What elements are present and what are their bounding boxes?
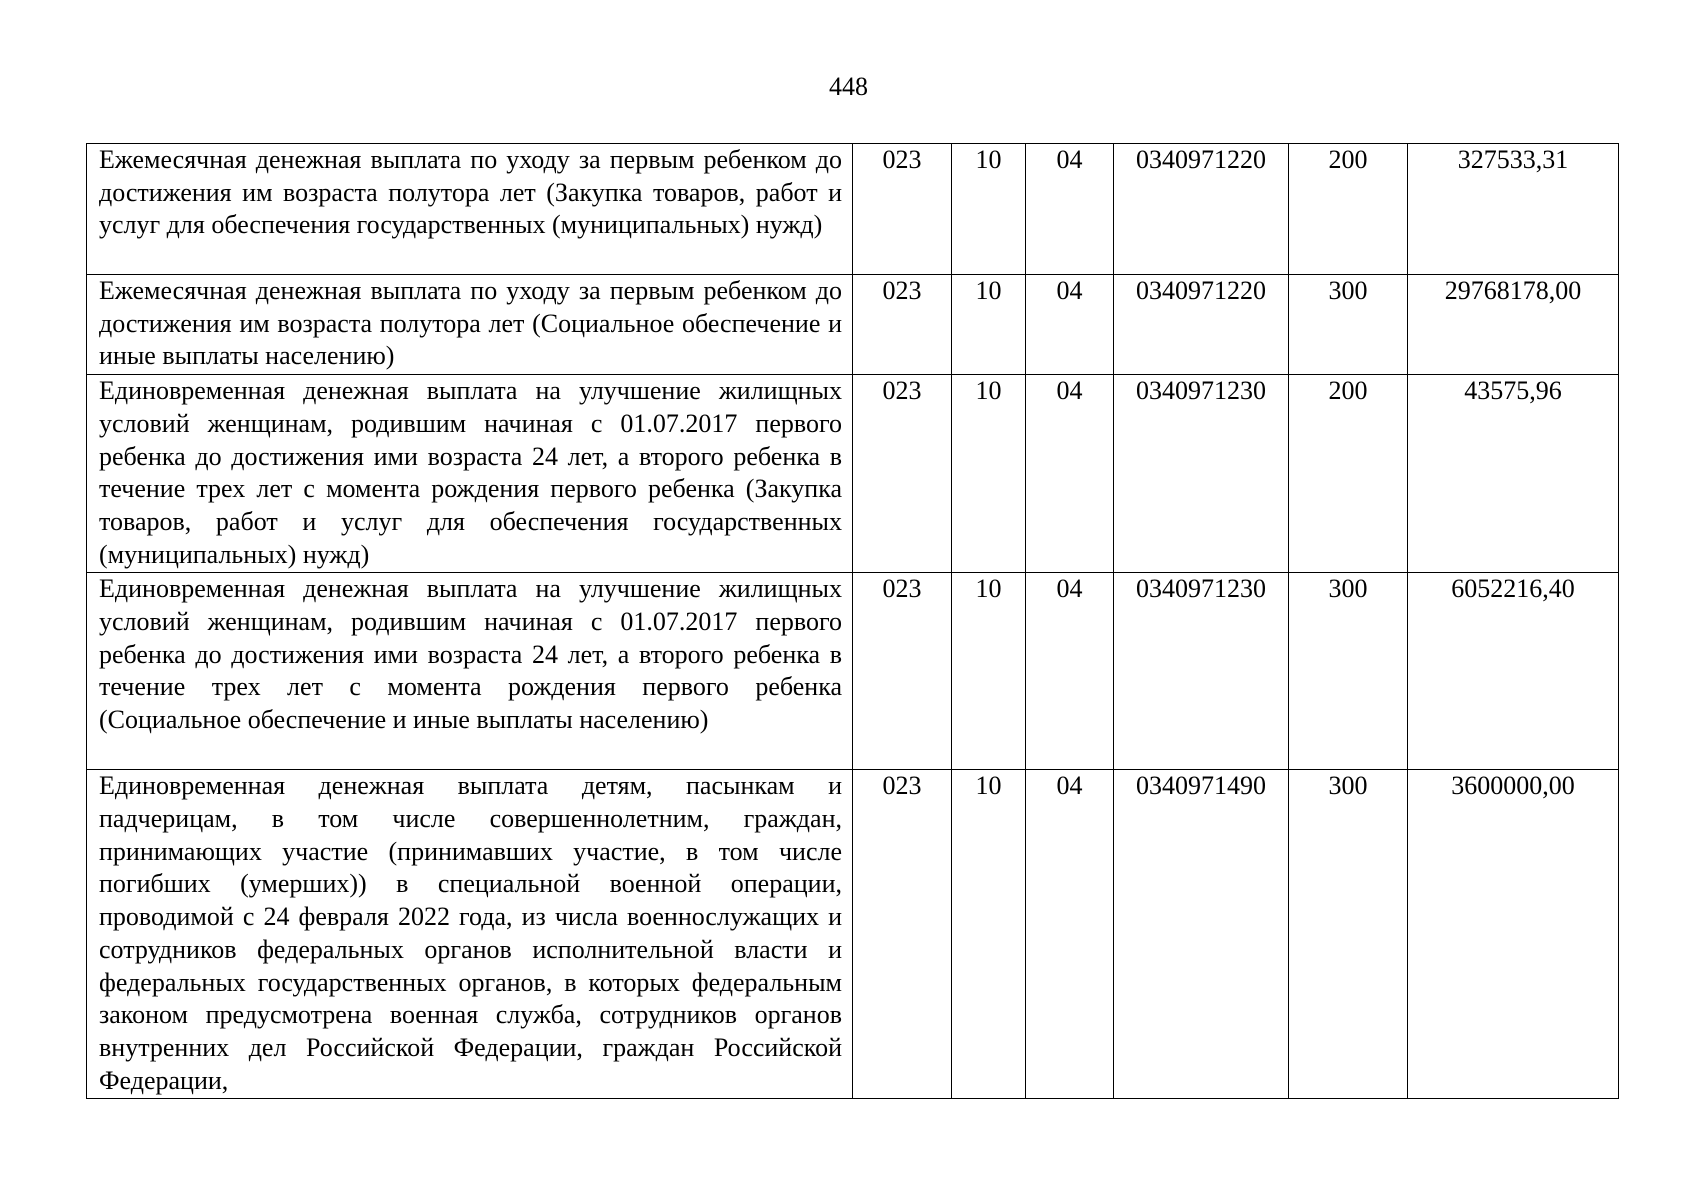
subsection-cell: 04 (1026, 573, 1114, 770)
subsection-cell: 04 (1026, 770, 1114, 1099)
expense-type-cell: 200 (1289, 375, 1408, 573)
section-cell: 10 (952, 770, 1026, 1099)
table-row (87, 144, 1619, 275)
section-cell: 10 (952, 275, 1026, 375)
section-cell: 10 (952, 375, 1026, 573)
table-row (87, 275, 1619, 375)
expense-type-cell: 300 (1289, 275, 1408, 375)
amount-cell: 29768178,00 (1408, 275, 1619, 375)
row-description: Единовременная денежная выплата детям, пасынкам и падчерицам, в том числе совершеннолетним, граждан, принимающих участие (принимавших участие, в том числе погибших (умерших)) в специальной военной операции, проводимой с 24 февраля 2022 года, из числа военнослужащих и сотрудников федеральных органов исполнительной власти и федеральных государственных органов, в которых федеральным законом предусмотрена военная служба, сотрудников органов внутренних дел Российской Федерации, граждан Российской Федерации, (87, 770, 853, 1099)
row-description: Единовременная денежная выплата на улучшение жилищных условий женщинам, родившим начиная с 01.07.2017 первого ребенка до достижения ими возраста 24 лет, а второго ребенка в течение трех лет с момента рождения первого ребенка (Закупка товаров, работ и услуг для обеспечения государственных (муниципальных) нужд) (87, 375, 853, 573)
expense-type-cell: 300 (1289, 573, 1408, 770)
page-number: 448 (829, 72, 868, 101)
amount-cell: 327533,31 (1408, 144, 1619, 275)
subsection-cell: 04 (1026, 375, 1114, 573)
admin-code-cell: 023 (853, 770, 952, 1099)
table-row (87, 375, 1619, 573)
admin-code-cell: 023 (853, 375, 952, 573)
amount-cell: 43575,96 (1408, 375, 1619, 573)
expense-type-cell: 200 (1289, 144, 1408, 275)
target-article-cell: 0340971490 (1114, 770, 1289, 1099)
section-cell: 10 (952, 144, 1026, 275)
target-article-cell: 0340971230 (1114, 573, 1289, 770)
subsection-cell: 04 (1026, 144, 1114, 275)
expense-type-cell: 300 (1289, 770, 1408, 1099)
admin-code-cell: 023 (853, 573, 952, 770)
budget-table (86, 143, 1619, 1099)
subsection-cell: 04 (1026, 275, 1114, 375)
amount-cell: 6052216,40 (1408, 573, 1619, 770)
amount-cell: 3600000,00 (1408, 770, 1619, 1099)
section-cell: 10 (952, 573, 1026, 770)
target-article-cell: 0340971230 (1114, 375, 1289, 573)
target-article-cell: 0340971220 (1114, 275, 1289, 375)
table-row (87, 770, 1619, 1099)
row-description: Ежемесячная денежная выплата по уходу за первым ребенком до достижения им возраста полутора лет (Социальное обеспечение и иные выплаты населению) (87, 275, 853, 375)
row-description: Ежемесячная денежная выплата по уходу за первым ребенком до достижения им возраста полутора лет (Закупка товаров, работ и услуг для обеспечения государственных (муниципальных) нужд) (87, 144, 853, 275)
table-row (87, 573, 1619, 770)
admin-code-cell: 023 (853, 144, 952, 275)
row-description: Единовременная денежная выплата на улучшение жилищных условий женщинам, родившим начиная с 01.07.2017 первого ребенка до достижения ими возраста 24 лет, а второго ребенка в течение трех лет с момента рождения первого ребенка (Социальное обеспечение и иные выплаты населению) (87, 573, 853, 770)
target-article-cell: 0340971220 (1114, 144, 1289, 275)
admin-code-cell: 023 (853, 275, 952, 375)
